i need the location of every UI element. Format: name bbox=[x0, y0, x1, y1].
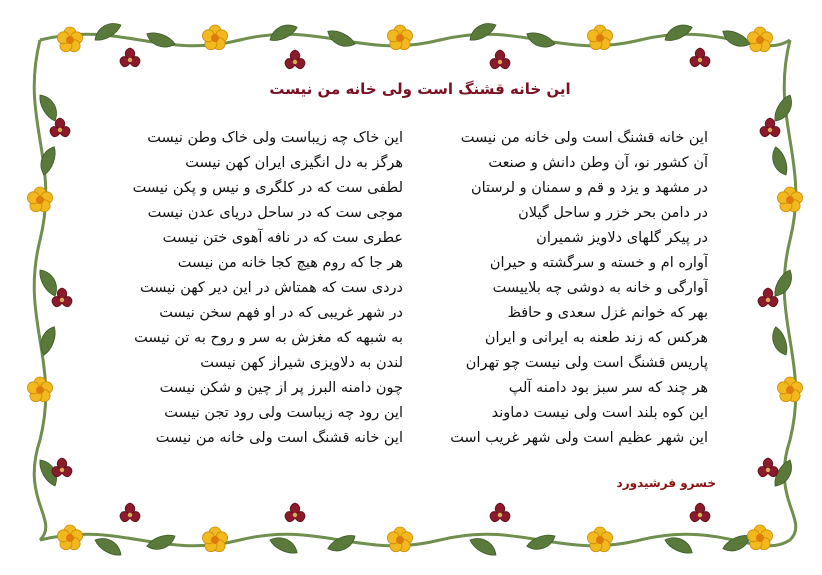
poem-line: این خانه قشنگ است ولی خانه من نیست bbox=[155, 430, 403, 446]
poem-line: در دامن بحر خزر و ساحل گیلان bbox=[518, 205, 708, 221]
poem-line: به شبهه که مغزش به سر و روح به تن نیست bbox=[134, 330, 403, 346]
poem-line: بهر که خوانم غزل سعدی و حافظ bbox=[507, 305, 708, 321]
poem-line: چون دامنه البرز پر از چین و شکن نیست bbox=[159, 380, 403, 396]
poem-title: این خانه قشنگ است ولی خانه من نیست bbox=[269, 80, 571, 98]
poem-line: هرگز به دل انگیزی ایران کهن نیست bbox=[185, 155, 403, 171]
poem-line: این خانه قشنگ است ولی خانه من نیست bbox=[460, 130, 708, 146]
poem-line: آوارگی و خانه به دوشی چه بلاییست bbox=[492, 280, 708, 296]
poem-line: این شهر عظیم است ولی شهر غریب است bbox=[450, 430, 708, 446]
poem-line: لطفی ست که در کلگری و نیس و پکن نیست bbox=[132, 180, 403, 196]
poem-line: هر جا که روم هیچ کجا خانه من نیست bbox=[177, 255, 403, 271]
poet-name: خسرو فرشیدورد bbox=[616, 476, 716, 490]
poem-right-column bbox=[408, 126, 708, 451]
poem-line: دردی ست که همتاش در این دیر کهن نیست bbox=[140, 280, 403, 296]
poem-line: موجی ست که در ساحل دریای عدن نیست bbox=[147, 205, 403, 221]
poem-line: آن کشور نو، آن وطن دانش و صنعت bbox=[488, 155, 708, 171]
poem-line: آواره ام و خسته و سرگشته و حیران bbox=[489, 255, 708, 271]
poem-line: در شهر غریبی که در او فهم سخن نیست bbox=[159, 305, 403, 321]
poem-line: در پیکر گلهای دلاویز شمیران bbox=[536, 230, 708, 246]
poem-line: پاریس قشنگ است ولی نیست چو تهران bbox=[465, 355, 708, 371]
poem-left-column bbox=[103, 126, 403, 451]
poem-line: لندن به دلاویزی شیراز کهن نیست bbox=[200, 355, 403, 371]
poem-line: هرکس که زند طعنه به ایرانی و ایران bbox=[484, 330, 708, 346]
poem-line: در مشهد و یزد و قم و سمنان و لرستان bbox=[470, 180, 708, 196]
poem-line: این رود چه زیباست ولی رود تجن نیست bbox=[164, 405, 403, 421]
poem-line: عطری ست که در نافه آهوی ختن نیست bbox=[162, 230, 403, 246]
poem-line: این کوه بلند است ولی نیست دماوند bbox=[491, 405, 708, 421]
poem-line: این خاک چه زیباست ولی خاک وطن نیست bbox=[147, 130, 403, 146]
poem-line: هر چند که سر سبز بود دامنه آلپ bbox=[508, 380, 708, 396]
